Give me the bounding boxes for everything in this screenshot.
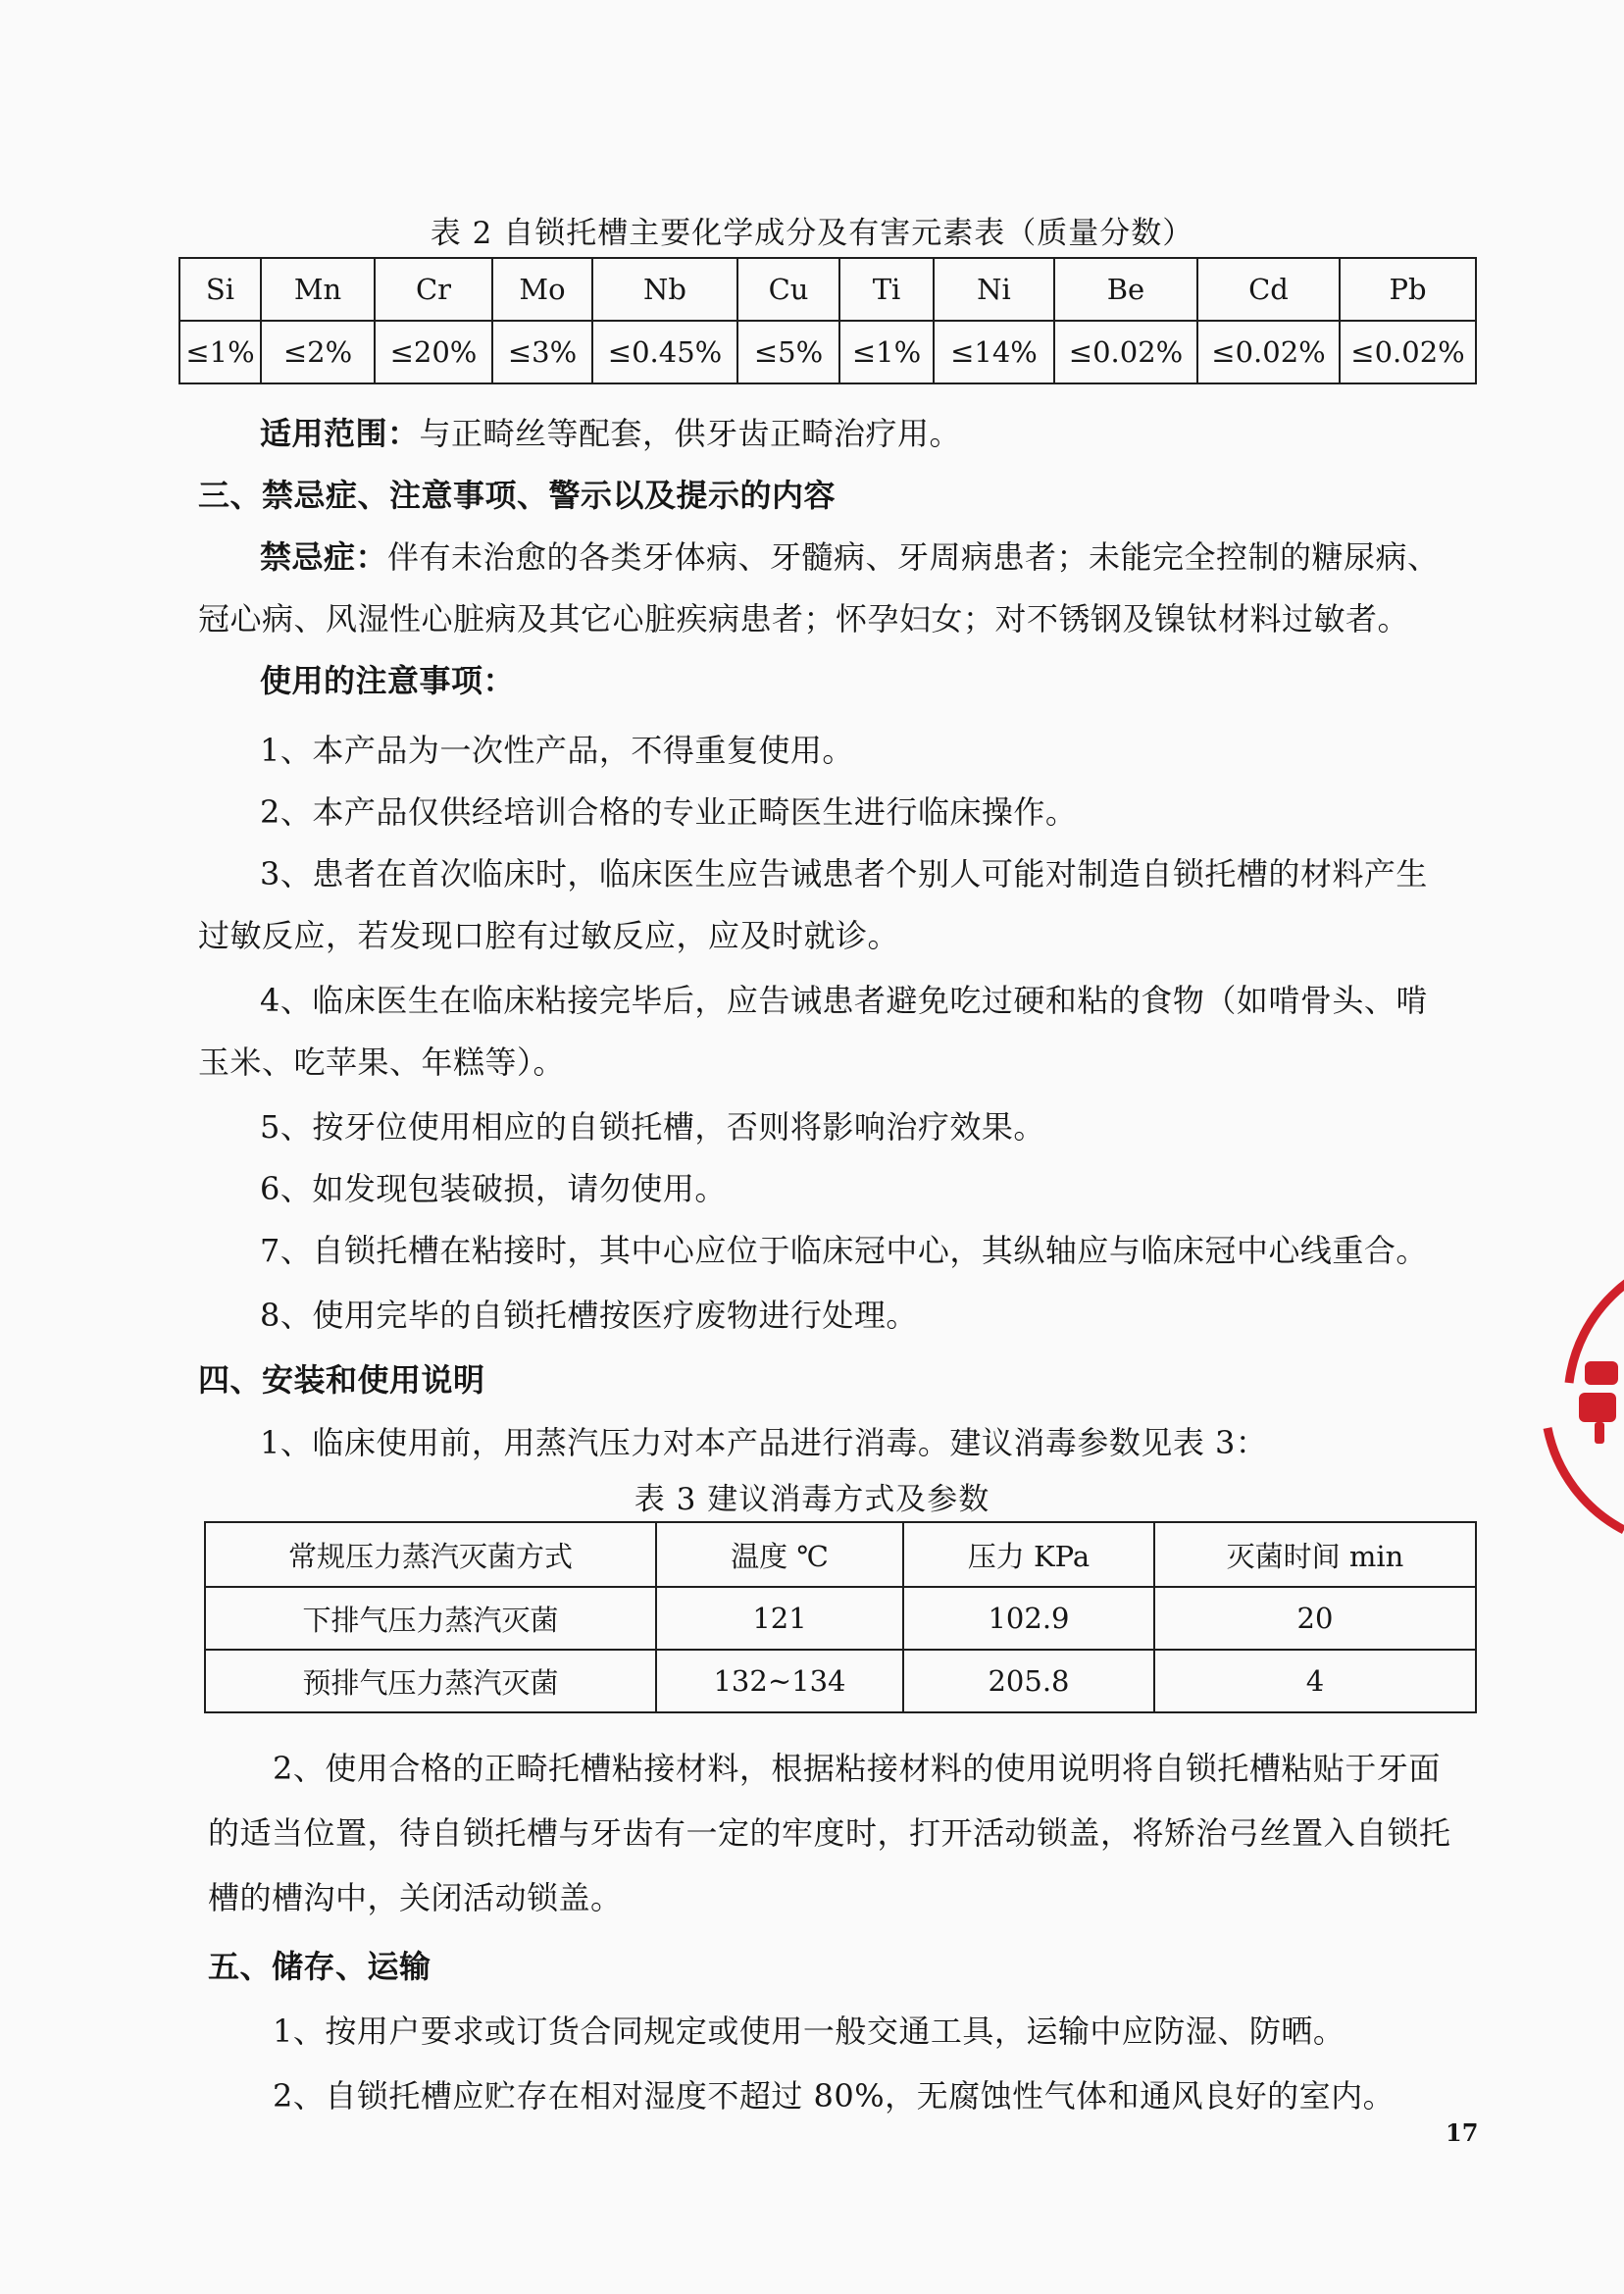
seal-ring-lower — [1548, 1428, 1624, 1530]
table2-header-cell: Ti — [839, 258, 934, 321]
notes-heading: 使用的注意事项： — [260, 662, 516, 699]
contraindications-line1 — [260, 533, 1440, 578]
table2-value-cell: ≤0.02% — [1054, 321, 1197, 383]
table2-header-cell: Cr — [375, 258, 492, 321]
storage-item-2: 2、自锁托槽应贮存在相对湿度不超过 80%，无腐蚀性气体和通风良好的室内。 — [273, 2077, 1396, 2115]
scope-text: 与正畸丝等配套，供牙齿正畸治疗用。 — [419, 415, 962, 452]
table2-header-cell: Cu — [737, 258, 839, 321]
install-item-2-line1: 2、使用合格的正畸托槽粘接材料，根据粘接材料的使用说明将自锁托槽粘贴于牙面 — [273, 1750, 1441, 1787]
section5-heading: 五、储存、运输 — [208, 1948, 431, 1985]
table2-header-cell: Nb — [592, 258, 737, 321]
table2-value-cell: ≤2% — [261, 321, 375, 383]
table3-cell: 205.8 — [903, 1650, 1154, 1712]
table2-caption: 表 2 自锁托槽主要化学成分及有害元素表（质量分数） — [430, 216, 1194, 251]
note-item-8: 8、使用完毕的自锁托槽按医疗废物进行处理。 — [260, 1297, 918, 1334]
page-number: 17 — [1446, 2118, 1479, 2147]
seal-mark-bottom — [1579, 1393, 1616, 1422]
contraindications-label: 禁忌症： — [260, 538, 388, 576]
note-item-3-line2: 过敏反应，若发现口腔有过敏反应，应及时就诊。 — [198, 917, 900, 954]
table2-header-cell: Si — [179, 258, 261, 321]
table2-value-cell: ≤14% — [934, 321, 1054, 383]
table2-value-cell: ≤0.02% — [1340, 321, 1476, 383]
table3-cell: 下排气压力蒸汽灭菌 — [205, 1587, 656, 1650]
seal-mark-top — [1585, 1361, 1618, 1385]
table2-value-cell: ≤1% — [179, 321, 261, 383]
contraindications-line2: 冠心病、风湿性心脏病及其它心脏疾病患者；怀孕妇女；对不锈钢及镍钛材料过敏者。 — [198, 600, 1410, 637]
table3-header-row — [205, 1522, 1476, 1587]
contraindications-text: 伴有未治愈的各类牙体病、牙髓病、牙周病患者；未能完全控制的糖尿病、 — [387, 538, 1440, 576]
table2-header-cell: Pb — [1340, 258, 1476, 321]
install-item-1: 1、临床使用前，用蒸汽压力对本产品进行消毒。建议消毒参数见表 3： — [260, 1424, 1268, 1461]
note-item-5: 5、按牙位使用相应的自锁托槽，否则将影响治疗效果。 — [260, 1108, 1045, 1146]
table3-header-cell: 压力 KPa — [903, 1522, 1154, 1587]
table3-cell: 102.9 — [903, 1587, 1154, 1650]
table2-value-row — [179, 321, 1476, 383]
table2-header-cell: Mo — [492, 258, 592, 321]
scope-paragraph — [260, 409, 961, 454]
table2-header-cell: Cd — [1197, 258, 1340, 321]
table2-value-cell: ≤0.45% — [592, 321, 737, 383]
note-item-6: 6、如发现包装破损，请勿使用。 — [260, 1170, 727, 1207]
section3-heading: 三、禁忌症、注意事项、警示以及提示的内容 — [198, 477, 837, 514]
table2-header-cell: Be — [1054, 258, 1197, 321]
table2-header-cell: Mn — [261, 258, 375, 321]
table2-value-cell: ≤5% — [737, 321, 839, 383]
table2-value-cell: ≤3% — [492, 321, 592, 383]
note-item-2: 2、本产品仅供经培训合格的专业正畸医生进行临床操作。 — [260, 793, 1078, 831]
table2-header-row — [179, 258, 1476, 321]
note-item-1: 1、本产品为一次性产品，不得重复使用。 — [260, 732, 854, 769]
table2 — [178, 257, 1477, 384]
table3-cell: 132~134 — [656, 1650, 903, 1712]
install-item-2-line3: 槽的槽沟中，关闭活动锁盖。 — [208, 1879, 623, 1916]
table3-cell: 预排气压力蒸汽灭菌 — [205, 1650, 656, 1712]
note-item-4-line2: 玉米、吃苹果、年糕等）。 — [198, 1044, 566, 1081]
note-item-7: 7、自锁托槽在粘接时，其中心应位于临床冠中心，其纵轴应与临床冠中心线重合。 — [260, 1232, 1428, 1269]
table2-header-cell: Ni — [934, 258, 1054, 321]
install-item-2-line2: 的适当位置，待自锁托槽与牙齿有一定的牢度时，打开活动锁盖，将矫治弓丝置入自锁托 — [208, 1814, 1451, 1852]
table3-header-cell: 常规压力蒸汽灭菌方式 — [205, 1522, 656, 1587]
note-item-3-line1: 3、患者在首次临床时，临床医生应告诫患者个别人可能对制造自锁托槽的材料产生 — [260, 855, 1428, 892]
seal-mark-stroke — [1595, 1422, 1604, 1444]
table3-header-cell: 灭菌时间 min — [1154, 1522, 1476, 1587]
storage-item-1: 1、按用户要求或订货合同规定或使用一般交通工具，运输中应防湿、防晒。 — [273, 2013, 1345, 2050]
table3-cell: 4 — [1154, 1650, 1476, 1712]
table-row — [205, 1650, 1476, 1712]
table2-value-cell: ≤1% — [839, 321, 934, 383]
table3-cell: 121 — [656, 1587, 903, 1650]
table2-value-cell: ≤20% — [375, 321, 492, 383]
table-row — [205, 1587, 1476, 1650]
table3-caption: 表 3 建议消毒方式及参数 — [634, 1482, 990, 1517]
table3-header-cell: 温度 ℃ — [656, 1522, 903, 1587]
scope-label: 适用范围： — [260, 415, 420, 452]
red-seal-stamp — [1540, 1246, 1624, 1540]
section4-heading: 四、安装和使用说明 — [198, 1361, 485, 1399]
note-item-4-line1: 4、临床医生在临床粘接完毕后，应告诫患者避免吃过硬和粘的食物（如啃骨头、啃 — [260, 982, 1428, 1019]
table3 — [204, 1521, 1477, 1713]
table2-value-cell: ≤0.02% — [1197, 321, 1340, 383]
table3-cell: 20 — [1154, 1587, 1476, 1650]
